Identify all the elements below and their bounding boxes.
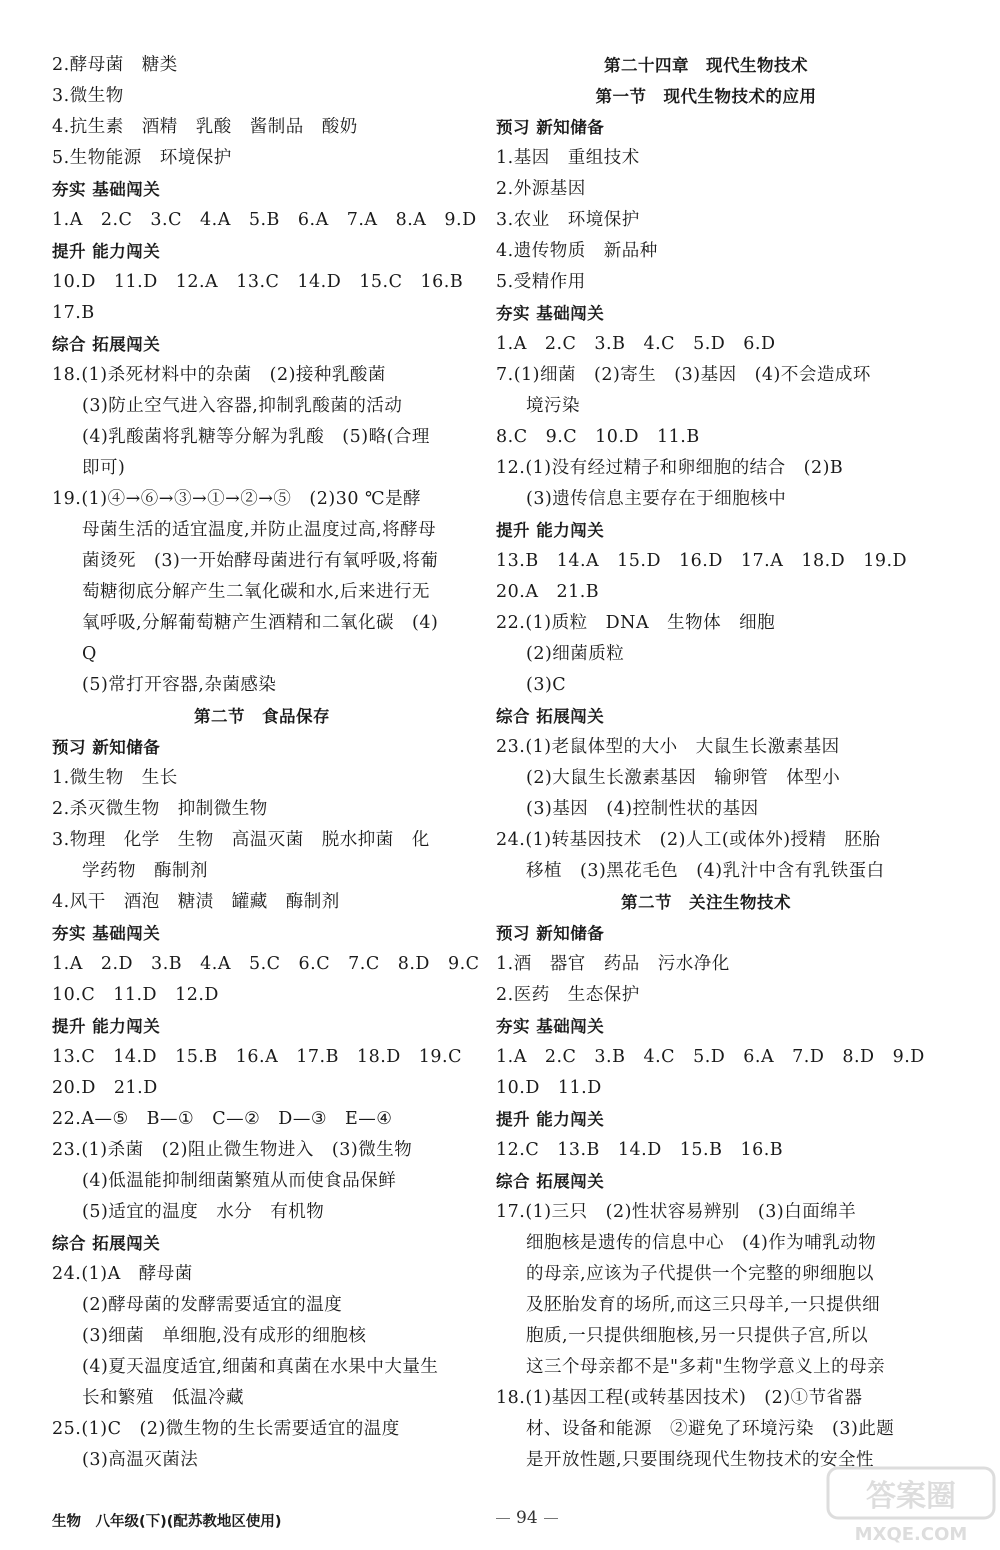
answer-line: 4.遗传物质 新品种 <box>496 241 658 261</box>
answer-line: 24.(1)A 酵母菌 <box>52 1264 193 1284</box>
section-title: 第二节 食品保存 <box>194 707 330 726</box>
answer-line: Q <box>82 644 97 664</box>
answer-line: 5.受精作用 <box>496 272 586 292</box>
answer-line: 17.B <box>52 303 95 323</box>
section-heading: 预习 新知储备 <box>496 118 605 137</box>
answer-line: 18.(1)杀死材料中的杂菌 (2)接种乳酸菌 <box>52 365 386 385</box>
answer-line: 24.(1)转基因技术 (2)人工(或体外)授精 胚胎 <box>496 830 881 850</box>
answer-line: (3)C <box>526 675 567 695</box>
answer-line: 4.抗生素 酒精 乳酸 酱制品 酸奶 <box>52 117 358 137</box>
answer-line: 材、设备和能源 ②避免了环境污染 (3)此题 <box>526 1419 895 1439</box>
answer-line: 母菌生活的适宜温度,并防止温度过高,将酵母 <box>82 520 437 540</box>
answer-line: 20.D 21.D <box>52 1078 158 1098</box>
answer-line: 1.基因 重组技术 <box>496 148 640 168</box>
answer-line: (2)细菌质粒 <box>526 644 625 664</box>
answer-line: 22.A—⑤ B—① C—② D—③ E—④ <box>52 1109 393 1129</box>
answer-line: (4)乳酸菌将乳糖等分解为乳酸 (5)略(合理 <box>82 427 430 447</box>
answer-line: 1.A 2.C 3.C 4.A 5.B 6.A 7.A 8.A 9.D <box>52 210 477 230</box>
answer-line: 及胚胎发育的场所,而这三只母羊,一只提供细 <box>526 1295 881 1315</box>
section-heading: 夯实 基础闯关 <box>52 924 161 943</box>
answer-line: 1.酒 器官 药品 污水净化 <box>496 954 730 974</box>
answer-line: 即可) <box>82 458 126 478</box>
answer-line: 萄糖彻底分解产生二氧化碳和水,后来进行无 <box>82 582 431 602</box>
answer-line: 的母亲,应该为子代提供一个完整的卵细胞以 <box>526 1264 875 1284</box>
answer-line: 1.A 2.C 3.B 4.C 5.D 6.D <box>496 334 776 354</box>
page-number: 94 <box>490 1508 564 1528</box>
footer-subject: 生物 八年级(下)(配苏教地区使用) <box>52 1514 282 1530</box>
answer-line: 8.C 9.C 10.D 11.B <box>496 427 700 447</box>
section-heading: 提升 能力闯关 <box>496 1110 605 1129</box>
answer-line: 是开放性题,只要围绕现代生物技术的安全性 <box>526 1450 875 1470</box>
section-heading: 提升 能力闯关 <box>52 242 161 261</box>
answer-line: (4)低温能抑制细菌繁殖从而使食品保鲜 <box>82 1171 397 1191</box>
answer-line: 10.D 11.D <box>496 1078 602 1098</box>
answer-line: (2)大鼠生长激素基因 输卵管 体型小 <box>526 768 841 788</box>
answer-line: 3.物理 化学 生物 高温灭菌 脱水抑菌 化 <box>52 830 430 850</box>
answer-line: 3.微生物 <box>52 86 124 106</box>
page-footer <box>52 1507 952 1537</box>
answer-line: 25.(1)C (2)微生物的生长需要适宜的温度 <box>52 1419 400 1439</box>
right-column <box>496 50 925 1476</box>
left-column <box>52 50 480 1476</box>
answer-line: (3)基因 (4)控制性状的基因 <box>526 799 759 819</box>
answer-line: 细胞核是遗传的信息中心 (4)作为哺乳动物 <box>526 1233 877 1253</box>
answer-line: 氧呼吸,分解葡萄糖产生酒精和二氧化碳 (4) <box>82 613 439 633</box>
answer-line: 1.微生物 生长 <box>52 768 178 788</box>
section-heading: 综合 拓展闯关 <box>52 335 161 354</box>
answer-line: 这三个母亲都不是"多莉"生物学意义上的母亲 <box>526 1357 886 1377</box>
answer-line: 4.风干 酒泡 糖渍 罐藏 酶制剂 <box>52 892 340 912</box>
answer-line: 20.A 21.B <box>496 582 600 602</box>
section-heading: 预习 新知储备 <box>496 924 605 943</box>
answer-line: 移植 (3)黑花毛色 (4)乳汁中含有乳铁蛋白 <box>526 861 885 881</box>
section-heading: 预习 新知储备 <box>52 738 161 757</box>
section-heading: 综合 拓展闯关 <box>496 1172 605 1191</box>
section-title: 第二十四章 现代生物技术 <box>604 56 808 75</box>
answer-line: 13.B 14.A 15.D 16.D 17.A 18.D 19.D <box>496 551 908 571</box>
answer-line: 5.生物能源 环境保护 <box>52 148 232 168</box>
answer-line: (5)常打开容器,杂菌感染 <box>82 675 277 695</box>
svg-text:MXQE.COM: MXQE.COM <box>854 1524 968 1545</box>
answer-line: 22.(1)质粒 DNA 生物体 细胞 <box>496 613 776 633</box>
answer-line: 19.(1)④→⑥→③→①→②→⑤ (2)30 ℃是酵 <box>52 489 422 509</box>
answer-line: 境污染 <box>526 396 580 416</box>
answer-line: (5)适宜的温度 水分 有机物 <box>82 1202 325 1222</box>
section-heading: 夯实 基础闯关 <box>52 180 161 199</box>
answer-line: 长和繁殖 低温冷藏 <box>82 1388 244 1408</box>
answer-line: 13.C 14.D 15.B 16.A 17.B 18.D 19.C <box>52 1047 463 1067</box>
section-heading: 夯实 基础闯关 <box>496 1017 605 1036</box>
answer-line: 7.(1)细菌 (2)寄生 (3)基因 (4)不会造成环 <box>496 365 871 385</box>
answer-line: 1.A 2.D 3.B 4.A 5.C 6.C 7.C 8.D 9.C <box>52 954 480 974</box>
answer-line: 2.酵母菌 糖类 <box>52 55 178 75</box>
answer-line: 胞质,一只提供细胞核,另一只提供子宫,所以 <box>526 1326 869 1346</box>
answer-line: (3)遗传信息主要存在于细胞核中 <box>526 489 787 509</box>
section-heading: 提升 能力闯关 <box>496 521 605 540</box>
section-heading: 提升 能力闯关 <box>52 1017 161 1036</box>
answer-line: 23.(1)老鼠体型的大小 大鼠生长激素基因 <box>496 737 840 757</box>
answer-line: 23.(1)杀菌 (2)阻止微生物进入 (3)微生物 <box>52 1140 413 1160</box>
section-heading: 夯实 基础闯关 <box>496 304 605 323</box>
answer-line: (3)细菌 单细胞,没有成形的细胞核 <box>82 1326 367 1346</box>
watermark-logo <box>826 1466 996 1546</box>
answer-line: 2.杀灭微生物 抑制微生物 <box>52 799 268 819</box>
answer-line: 1.A 2.C 3.B 4.C 5.D 6.A 7.D 8.D 9.D <box>496 1047 925 1067</box>
answer-line: 17.(1)三只 (2)性状容易辨别 (3)白面绵羊 <box>496 1202 857 1222</box>
answer-line: (3)高温灭菌法 <box>82 1450 199 1470</box>
answer-line: 10.D 11.D 12.A 13.C 14.D 15.C 16.B <box>52 272 464 292</box>
answer-line: 12.C 13.B 14.D 15.B 16.B <box>496 1140 784 1160</box>
section-heading: 综合 拓展闯关 <box>52 1234 161 1253</box>
answer-line: 2.外源基因 <box>496 179 586 199</box>
answer-line: 学药物 酶制剂 <box>82 861 208 881</box>
section-heading: 综合 拓展闯关 <box>496 707 605 726</box>
section-title: 第一节 现代生物技术的应用 <box>595 87 817 106</box>
answer-line: (3)防止空气进入容器,抑制乳酸菌的活动 <box>82 396 403 416</box>
answer-line: (2)酵母菌的发酵需要适宜的温度 <box>82 1295 343 1315</box>
section-title: 第二节 关注生物技术 <box>621 893 791 912</box>
answer-line: 10.C 11.D 12.D <box>52 985 219 1005</box>
answer-line: 3.农业 环境保护 <box>496 210 640 230</box>
answer-line: (4)夏天温度适宜,细菌和真菌在水果中大量生 <box>82 1357 439 1377</box>
answer-line: 12.(1)没有经过精子和卵细胞的结合 (2)B <box>496 458 844 478</box>
answer-line: 18.(1)基因工程(或转基因技术) (2)①节省器 <box>496 1388 863 1408</box>
answer-line: 菌烫死 (3)一开始酵母菌进行有氧呼吸,将葡 <box>82 551 439 571</box>
svg-text:答案圈: 答案圈 <box>866 1479 956 1514</box>
answer-line: 2.医药 生态保护 <box>496 985 640 1005</box>
